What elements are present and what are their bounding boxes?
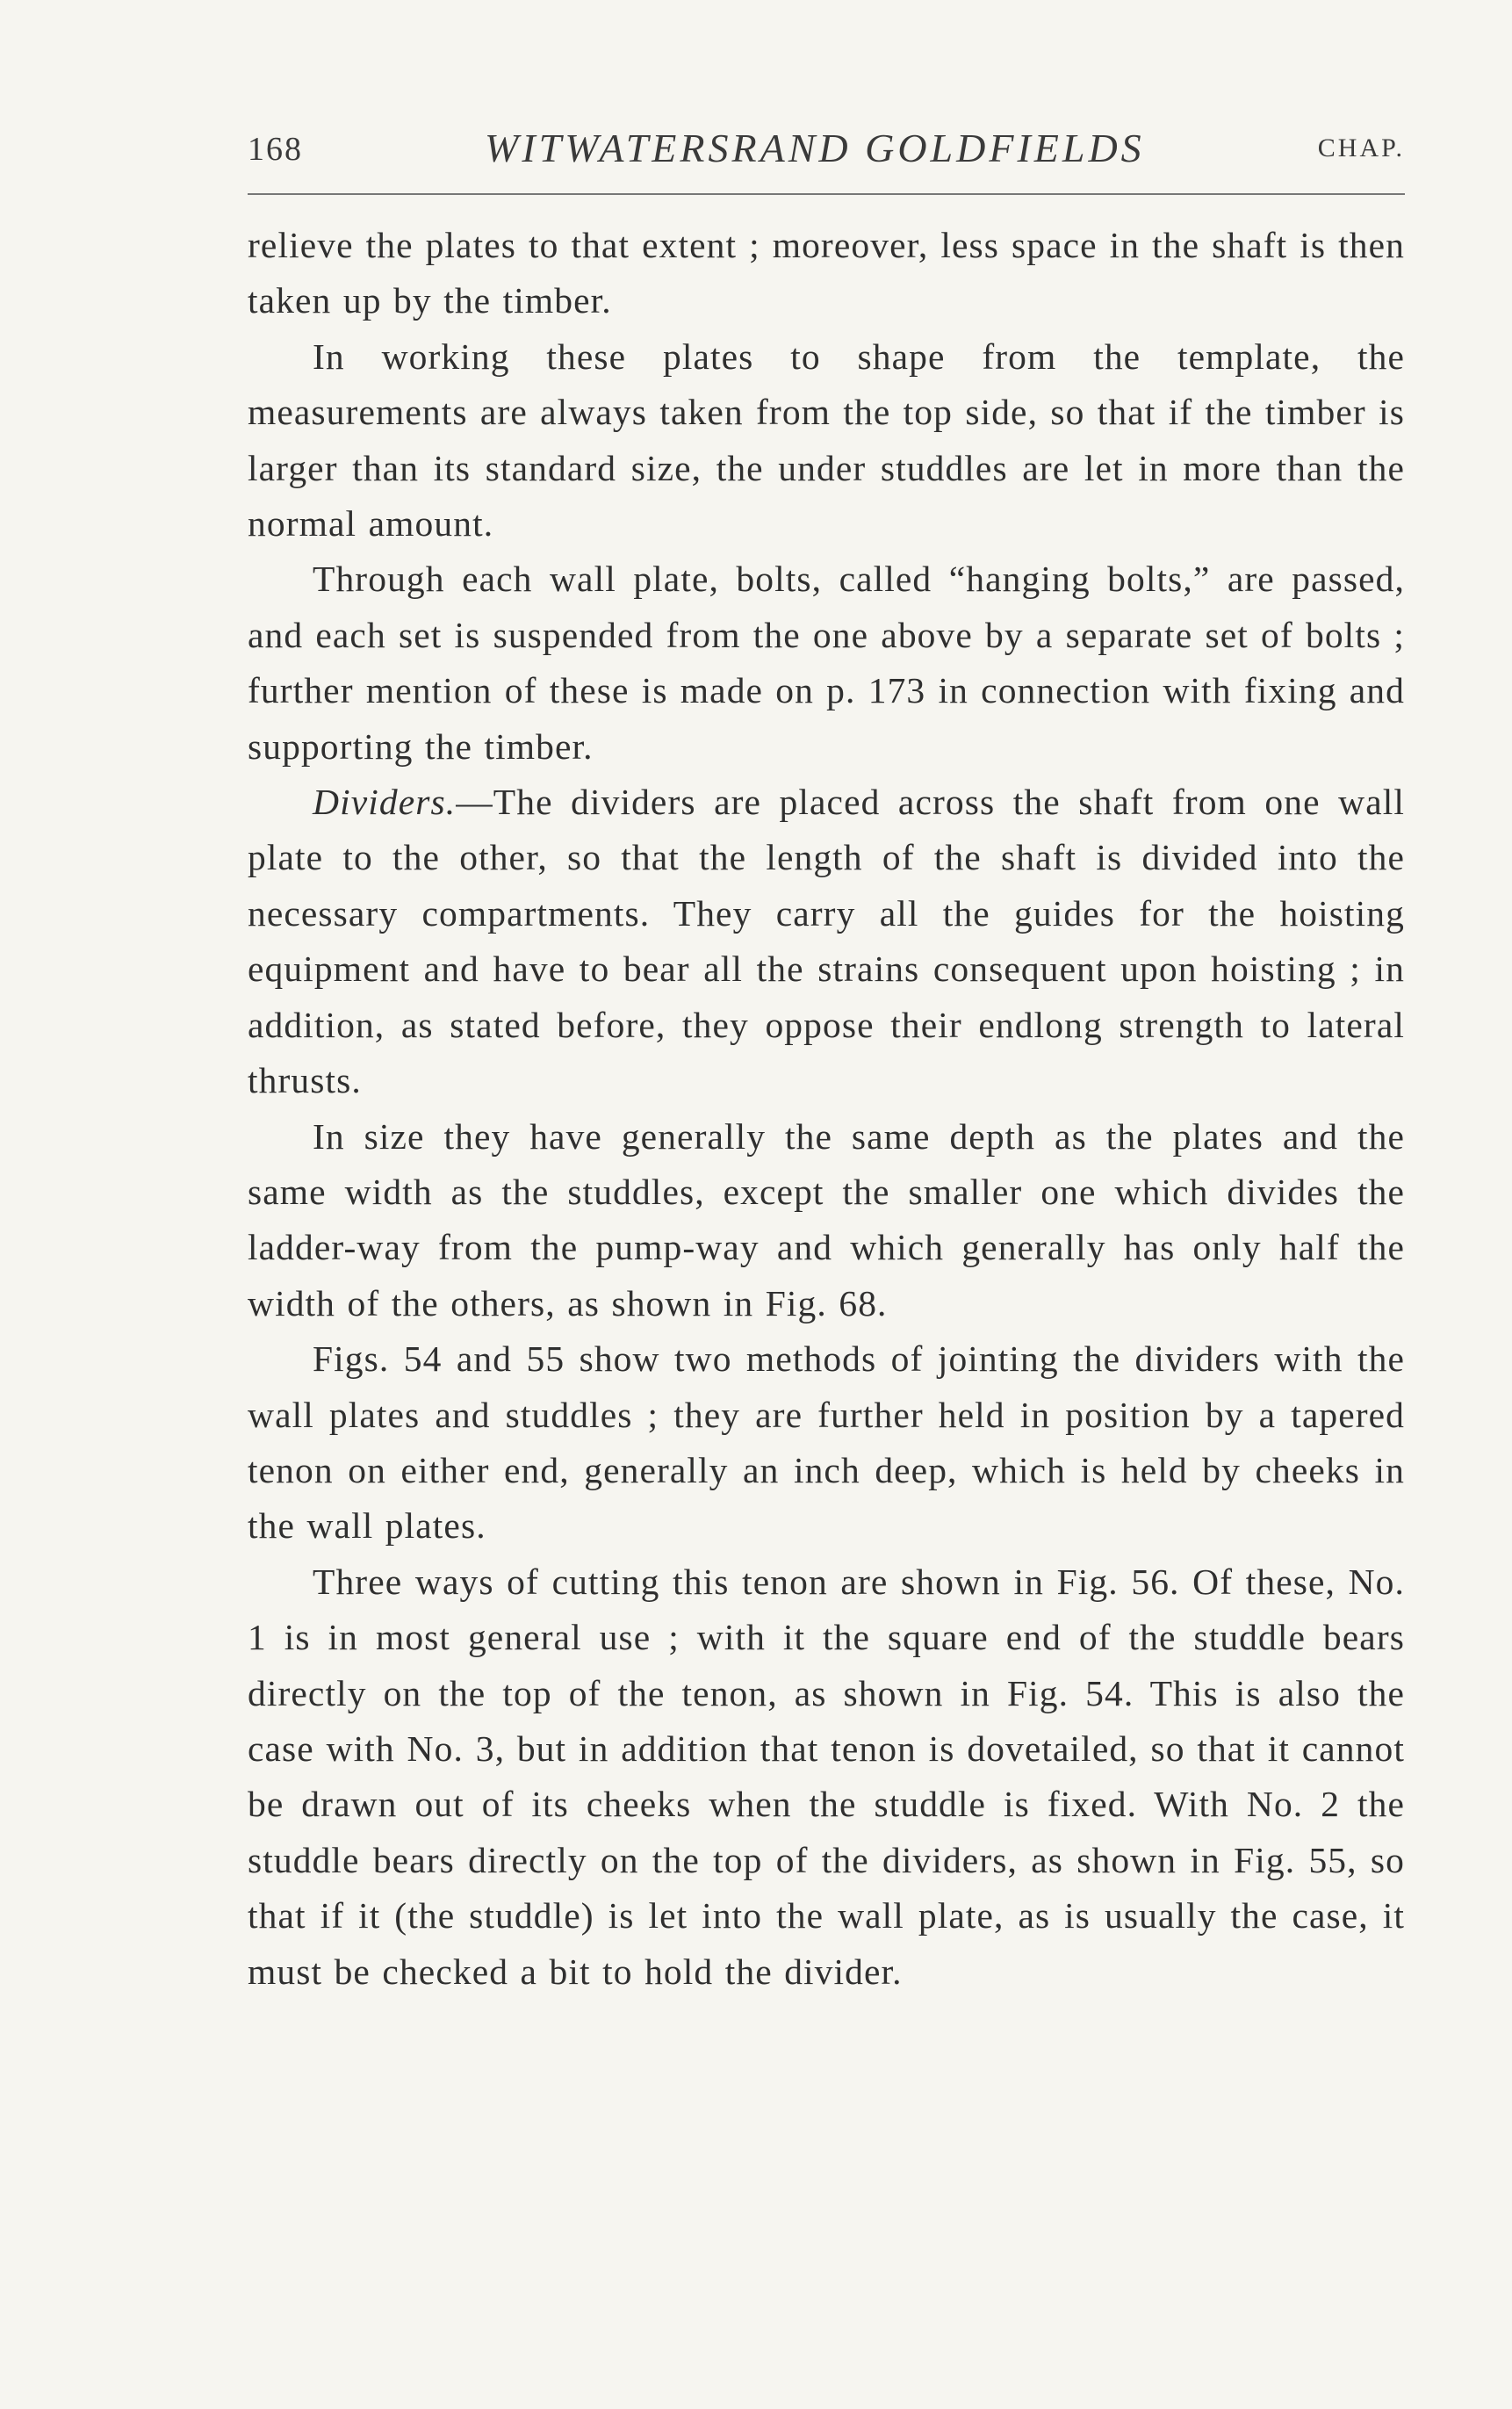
paragraph-dividers-text: —The dividers are placed across the shaft from one wall plate to the other, so that the length of the shaft is divided into the necessary compartments. They carry all the guides for the hoisting equipment and have to bear all the strains consequent upon hoisting ; in addition, as stated before, they oppose their endlong strength to lateral thrusts. <box>248 782 1405 1101</box>
header-rule <box>248 193 1405 195</box>
body-text <box>248 218 1405 2000</box>
paragraph-tenon: Three ways of cutting this tenon are shown in Fig. 56. Of these, No. 1 is in most general use ; with it the square end of the studdle bears directly on the top of the tenon, as shown in Fig. 54. This is also the case with No. 3, but in addition that tenon is dovetailed, so that it cannot be drawn out of its cheeks when the studdle is fixed. With No. 2 the studdle bears directly on the top of the dividers, as shown in Fig. 55, so that if it (the studdle) is let into the wall plate, as is usually the case, it must be checked a bit to hold the divider. <box>248 1561 1405 1992</box>
running-title: WITWATERSRAND GOLDFIELDS <box>485 126 1145 170</box>
paragraph-divider-size: In size they have generally the same depth as the plates and the same width as the studdles, except the smaller one which divides the ladder-way from the pump-way and which generally has only half the width of the others, as shown in Fig. 68. <box>248 1115 1405 1324</box>
paragraph-dividers <box>248 775 1405 1108</box>
paragraph-hanging-bolts: Through each wall plate, bolts, called “hanging bolts,” are passed, and each set is suspended from the one above by a separate set of bolts ; further mention of these is made on p. 173 in connection with fixing and supporting the timber. <box>248 559 1405 767</box>
running-head <box>248 123 1405 179</box>
section-heading-dividers: Dividers. <box>313 782 457 823</box>
page-number: 168 <box>248 131 303 168</box>
chapter-marker: CHAP. <box>1317 133 1405 162</box>
paragraph-continued: relieve the plates to that extent ; moreover, less space in the shaft is then taken up by the timber. <box>248 225 1405 321</box>
paragraph-jointing: Figs. 54 and 55 show two methods of jointing the dividers with the wall plates and studdles ; they are further held in position by a tapered tenon on either end, generally an inch deep, which is held by cheeks in the wall plates. <box>248 1338 1405 1547</box>
paragraph-template-measurement: In working these plates to shape from the template, the measurements are always taken from the top side, so that if the timber is larger than its standard size, the under studdles are let in more than the normal amount. <box>248 335 1405 545</box>
